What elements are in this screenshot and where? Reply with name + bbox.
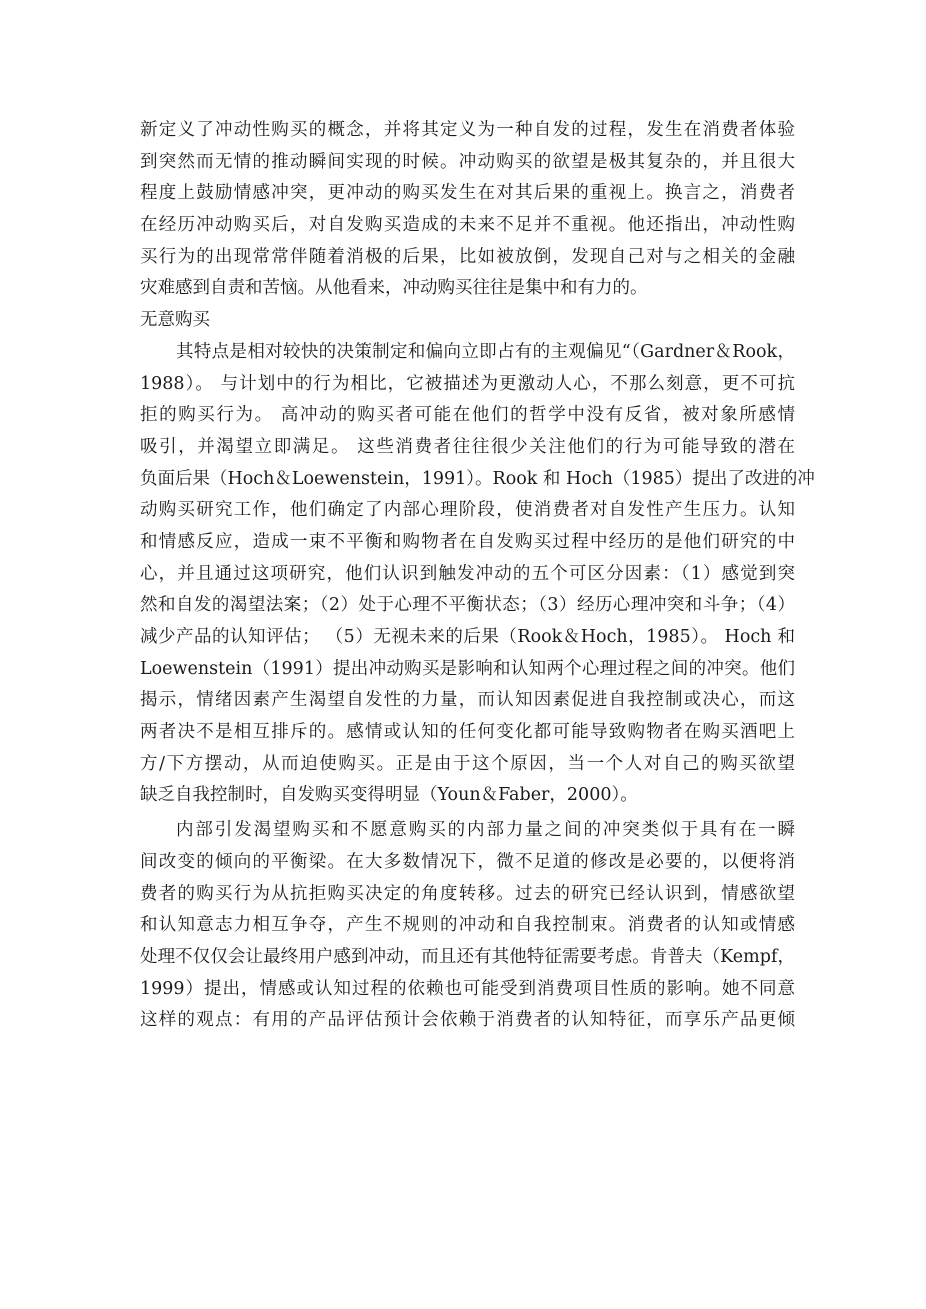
text-line: 减少产品的认知评估； （5）无视未来的后果（Rook＆Hoch，1985）。 Hoch 和 bbox=[140, 627, 795, 647]
section-heading: 无意购买 bbox=[140, 310, 210, 331]
text-line: Loewenstein（1991）提出冲动购买是影响和认知两个心理过程之间的冲突。他们 bbox=[140, 658, 795, 679]
text-line: 灾难感到自责和苦恼。从他看来，冲动购买往往是集中和有力的。 bbox=[140, 278, 648, 299]
text-line: 处理不仅仅会让最终用户感到冲动，而且还有其他特征需要考虑。肯普夫（Kempf， bbox=[140, 946, 795, 967]
text-line: 负面后果（Hoch＆Loewenstein，1991）。Rook 和 Hoch（1985）提出了改进的冲 bbox=[140, 468, 815, 489]
text-line: 缺乏自我控制时，自发购买变得明显（Youn＆Faber，2000）。 bbox=[140, 785, 638, 806]
text-line: 程度上鼓励情感冲突，更冲动的购买发生在对其后果的重视上。换言之，消费者 bbox=[140, 183, 795, 204]
text-line: 内部引发渴望购买和不愿意购买的内部力量之间的冲突类似于具有在一瞬 bbox=[176, 820, 795, 841]
paragraph-1 bbox=[140, 115, 795, 305]
text-line: 其特点是相对较快的决策制定和偏向立即占有的主观偏见“（Gardner＆Rook， bbox=[176, 341, 795, 362]
text-line: 费者的购买行为从抗拒购买决定的角度转移。过去的研究已经认识到，情感欲望 bbox=[140, 883, 795, 904]
text-line: 1988）。 与计划中的行为相比，它被描述为更激动人心，不那么刻意，更不可抗 bbox=[140, 373, 795, 394]
text-line: 方/下方摆动，从而迫使购买。正是由于这个原因，当一个人对自己的购买欲望 bbox=[140, 753, 795, 774]
text-line: 心，并且通过这项研究，他们认识到触发冲动的五个可区分因素：（1）感觉到突 bbox=[140, 563, 795, 584]
text-line: 1999）提出，情感或认知过程的依赖也可能受到消费项目性质的影响。她不同意 bbox=[140, 978, 795, 999]
text-line: 两者决不是相互排斥的。感情或认知的任何变化都可能导致购物者在购买酒吧上 bbox=[140, 722, 795, 743]
text-line: 新定义了冲动性购买的概念，并将其定义为一种自发的过程，发生在消费者体验 bbox=[140, 120, 795, 140]
paragraph-2 bbox=[140, 337, 815, 812]
text-line: 到突然而无情的推动瞬间实现的时候。冲动购买的欲望是极其复杂的，并且很大 bbox=[140, 151, 795, 172]
text-line: 在经历冲动购买后，对自发购买造成的未来不足并不重视。他还指出，冲动性购 bbox=[140, 215, 795, 236]
text-line: 吸引，并渴望立即满足。 这些消费者往往很少关注他们的行为可能导致的潜在 bbox=[140, 436, 795, 457]
text-line: 这样的观点：有用的产品评估预计会依赖于消费者的认知特征，而享乐产品更倾 bbox=[140, 1010, 795, 1031]
text-line: 和情感反应，造成一束不平衡和购物者在自发购买过程中经历的是他们研究的中 bbox=[140, 531, 795, 552]
text-line: 揭示，情绪因素产生渴望自发性的力量，而认知因素促进自我控制或决心，而这 bbox=[140, 690, 795, 711]
paragraph-3 bbox=[140, 815, 795, 1037]
text-line: 拒的购买行为。 高冲动的购买者可能在他们的哲学中没有反省，被对象所感情 bbox=[140, 405, 795, 426]
text-line: 买行为的出现常常伴随着消极的后果，比如被放倒，发现自己对与之相关的金融 bbox=[140, 246, 795, 267]
document-body bbox=[140, 115, 815, 1037]
text-line: 和认知意志力相互争夺，产生不规则的冲动和自我控制束。消费者的认知或情感 bbox=[140, 915, 795, 936]
text-line: 然和自发的渴望法案；（2）处于心理不平衡状态；（3）经历心理冲突和斗争；（4） bbox=[140, 595, 795, 616]
text-line: 间改变的倾向的平衡梁。在大多数情况下，微不足道的修改是必要的，以便将消 bbox=[140, 851, 795, 872]
text-line: 动购买研究工作，他们确定了内部心理阶段，使消费者对自发性产生压力。认知 bbox=[140, 500, 795, 521]
